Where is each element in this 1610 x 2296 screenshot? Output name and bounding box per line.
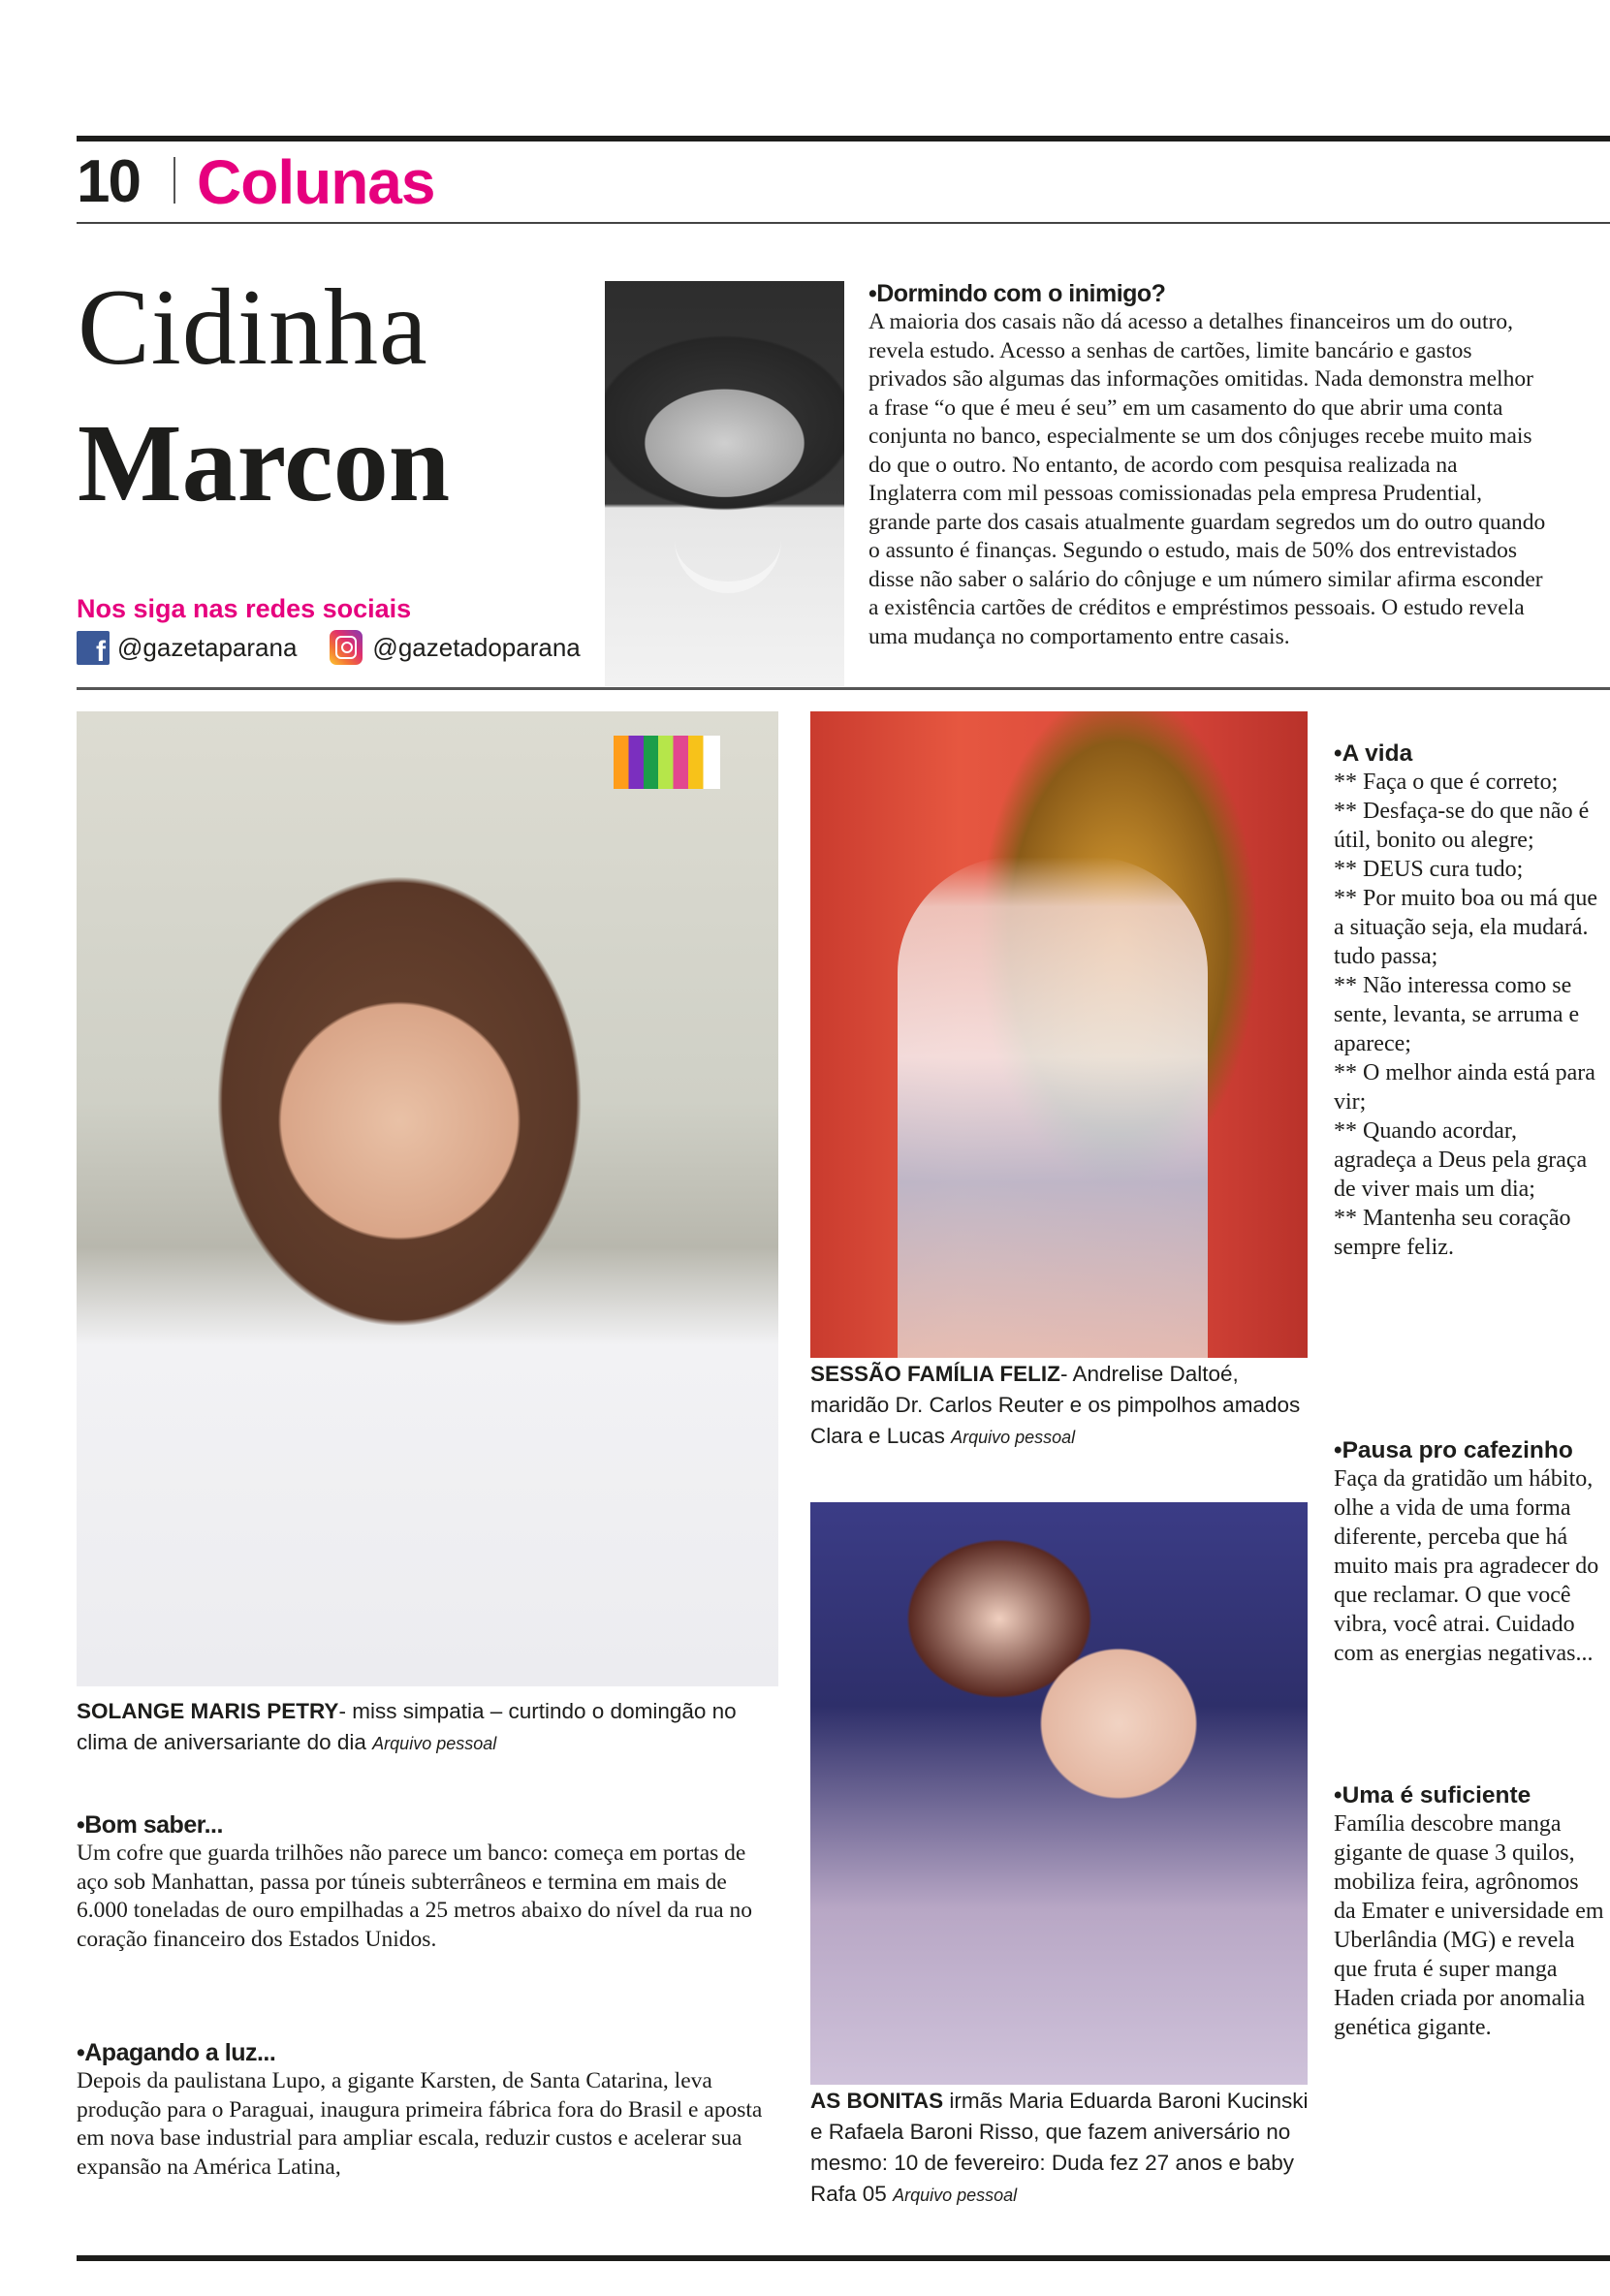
list-item: ** Por muito boa ou má que a situação seja, ela mudará. tudo passa;: [1334, 886, 1597, 969]
list-item: ** Mantenha seu coração sempre feliz.: [1334, 1206, 1571, 1260]
facebook-icon: f: [77, 631, 110, 665]
article-title: •Apagando a luz...: [77, 2039, 276, 2066]
list-item: ** Quando acordar, agradeça a Deus pela graça de viver mais um dia;: [1334, 1118, 1588, 1202]
photo-credit: Arquivo pessoal: [893, 2186, 1018, 2205]
columnist-photo: [605, 281, 844, 686]
list-item: ** Não interessa como se sente, levanta, se arruma e aparece;: [1334, 973, 1580, 1056]
article-a-vida: [1334, 739, 1605, 1262]
columnist-first-name: Cidinha: [78, 267, 428, 388]
top-rule: [77, 136, 1610, 142]
photo-credit: Arquivo pessoal: [951, 1428, 1076, 1447]
photo-credit: Arquivo pessoal: [372, 1734, 497, 1753]
article-title: •Pausa pro cafezinho: [1334, 1437, 1573, 1463]
article-text: A maioria dos casais não dá acesso a detalhes financeiros um do outro, revela estudo. Acesso a senhas de cartões, limite bancário e gastos privados são algumas das informações omitidas. Nada demonstra melhor a frase “o que é meu é seu” em um casamento do que abrir uma conta conjunta no banco, especialmente se um dos cônjuges recebe muito mais do que o outro. No entanto, de acordo com pesquisa realizada na Inglaterra com mil pessoas comissionadas pela empresa Prudential, grande parte dos casais atualmente guardam segredos um do outro quando o assunto é finanças. Segundo o estudo, mais de 50% dos entrevistados disse não saber o salário do cônjuge e um número similar afirma esconder a existência cartões de créditos e empréstimos pessoais. O estudo revela uma mudança no comportamento entre casais.: [868, 309, 1546, 649]
caption-name: SESSÃO FAMÍLIA FELIZ: [810, 1362, 1060, 1386]
family-photo: [810, 711, 1308, 1358]
list-item: ** Faça o que é correto;: [1334, 770, 1559, 795]
solange-photo: [77, 711, 778, 1686]
photo-detail: [614, 736, 720, 789]
caption-name: AS BONITAS: [810, 2089, 944, 2113]
list-item: ** Desfaça-se do que não é útil, bonito ou alegre;: [1334, 799, 1590, 853]
family-caption: [810, 1359, 1314, 1453]
article-title: •Dormindo com o inimigo?: [868, 280, 1166, 307]
solange-caption: [77, 1696, 774, 1759]
social-links: [77, 630, 581, 668]
article-pausa: [1334, 1436, 1605, 1668]
article-text: Um cofre que guarda trilhões não parece um banco: começa em portas de aço sob Manhattan, passa por túneis subterrâneos e termina em mais de 6.000 toneladas de ouro empilhadas a 25 metros abaixo do nível da rua no coração financeiro dos Estados Unidos.: [77, 1840, 752, 1952]
list-item: ** O melhor ainda está para vir;: [1334, 1060, 1595, 1115]
article-title: •Bom saber...: [77, 1811, 223, 1839]
article-bom-saber: [77, 1810, 774, 1954]
sisters-caption: [810, 2086, 1314, 2211]
caption-text: - miss simpatia – curtindo o domingão no clima de aniversariante do dia: [77, 1699, 737, 1754]
section-title: Colunas: [197, 147, 435, 217]
bottom-rule: [77, 2255, 1610, 2261]
article-title: •Uma é suficiente: [1334, 1782, 1531, 1808]
follow-label: Nos siga nas redes sociais: [77, 594, 412, 623]
instagram-handle[interactable]: @gazetadoparana: [372, 633, 581, 662]
caption-name: SOLANGE MARIS PETRY: [77, 1699, 339, 1723]
caption-text: irmãs Maria Eduarda Baroni Kucinski e Rafaela Baroni Risso, que fazem aniversário no mesmo: 10 de fevereiro: Duda fez 27 anos e baby Rafa 05: [810, 2089, 1309, 2206]
header-rule: [77, 222, 1610, 224]
article-dormindo: [868, 279, 1547, 651]
article-title: •A vida: [1334, 740, 1413, 767]
page-number: 10: [77, 148, 140, 215]
list-item: ** DEUS cura tudo;: [1334, 857, 1524, 882]
caption-text: - Andrelise Daltoé, maridão Dr. Carlos Reuter e os pimpolhos amados Clara e Lucas: [810, 1362, 1301, 1448]
facebook-handle[interactable]: @gazetaparana: [117, 633, 298, 662]
section-rule: [77, 687, 1610, 690]
article-apagando: [77, 2038, 774, 2182]
photo-detail: [675, 514, 781, 593]
columnist-last-name: Marcon: [78, 401, 451, 524]
article-text: Faça da gratidão um hábito, olhe a vida de uma forma diferente, perceba que há muito mais pra agradecer do que reclamar. O que você vibra, você atrai. Cuidado com as energias negativas...: [1334, 1466, 1599, 1666]
instagram-icon: [330, 630, 363, 665]
article-text: Depois da paulistana Lupo, a gigante Karsten, de Santa Catarina, leva produção para o Paraguai, inaugura primeira fábrica fora do Brasil e aposta em nova base industrial para ampliar escala, reduzir custos e acelerar sua expansão na América Latina,: [77, 2068, 763, 2180]
sisters-photo: [810, 1502, 1308, 2085]
article-text: Família descobre manga gigante de quase 3 quilos, mobiliza feira, agrônomos da Emater e universidade em Uberlândia (MG) e revela que fruta é super manga Haden criada por anomalia genética gigante.: [1334, 1811, 1604, 2040]
photo-detail: [898, 857, 1208, 1358]
header-separator: [174, 157, 175, 204]
article-uma-e-suficiente: [1334, 1781, 1605, 2042]
